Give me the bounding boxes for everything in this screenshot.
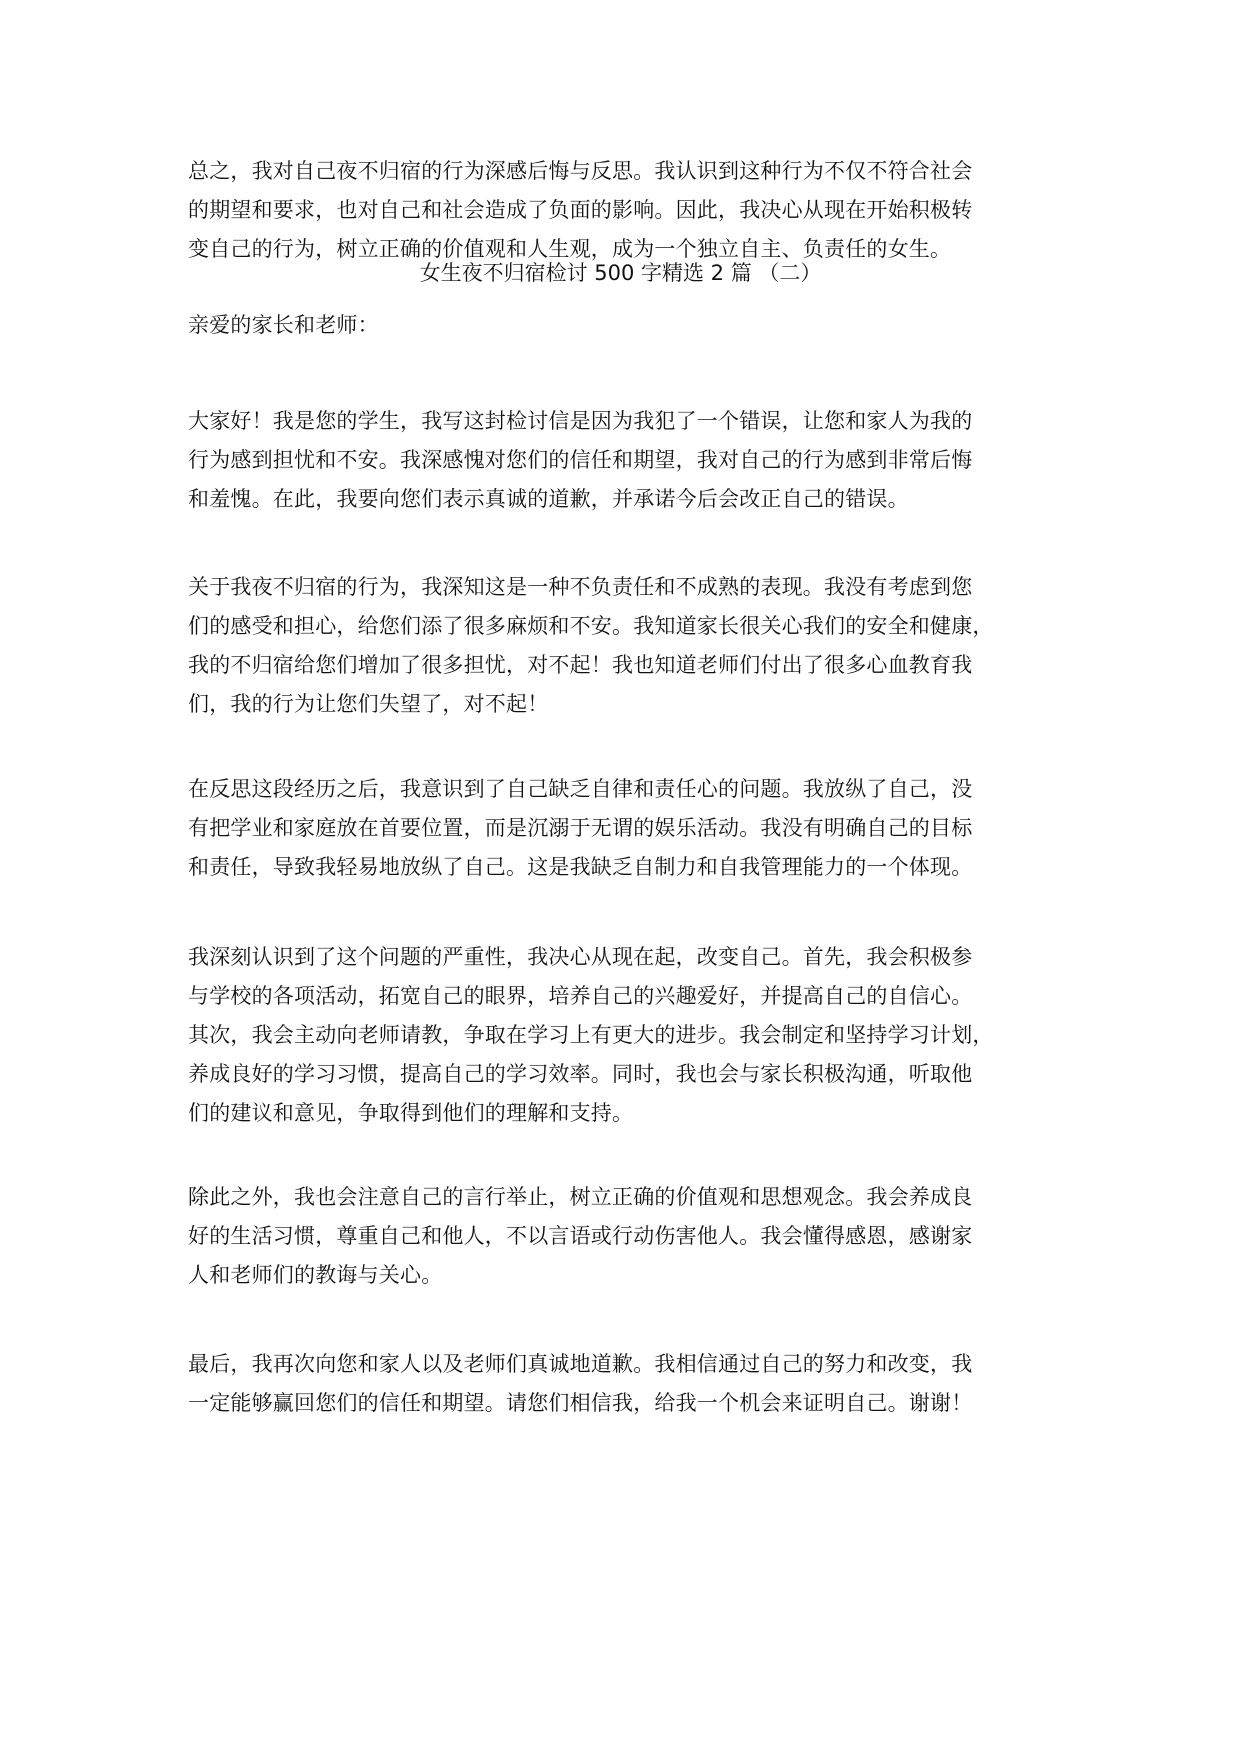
paragraph: 关于我夜不归宿的行为，我深知这是一种不负责任和不成熟的表现。我没有考虑到您 们的感受和担心，给您们添了很多麻烦和不安。我知道家长很关心我们的安全和健康， 我的不归宿给您们增加了很多担忧，对不起！我也知道老师们付出了很多心血教育我 们，我的行为让您们失望了，对不起！ <box>188 575 994 716</box>
paragraph: 在反思这段经历之后，我意识到了自己缺乏自律和责任心的问题。我放纵了自己，没 有把学业和家庭放在首要位置，而是沉溺于无谓的娱乐活动。我没有明确自己的目标 和责任，导致我轻易地放纵了自己。这是我缺乏自制力和自我管理能力的一个体现。 <box>188 777 973 879</box>
paragraph: 大家好！我是您的学生，我写这封检讨信是因为我犯了一个错误，让您和家人为我的 行为感到担忧和不安。我深感愧对您们的信任和期望，我对自己的行为感到非常后悔 和羞愧。在此，我要向您们表示真诚的道歉，并承诺今后会改正自己的错误。 <box>188 409 973 511</box>
paragraph: 最后，我再次向您和家人以及老师们真诚地道歉。我相信通过自己的努力和改变，我 一定能够赢回您们的信任和期望。请您们相信我，给我一个机会来证明自己。谢谢！ <box>188 1352 973 1415</box>
paragraph: 我深刻认识到了这个问题的严重性，我决心从现在起，改变自己。首先，我会积极参 与学校的各项活动，拓宽自己的眼界，培养自己的兴趣爱好，并提高自己的自信心。 其次，我会主动向老师请教，争取在学习上有更大的进步。我会制定和坚持学习计划， 养成良好的学习习惯，提高自己的学习效率。同时，我也会与家长积极沟通，听取他 们的建议和意见，争取得到他们的理解和支持。 <box>188 945 994 1125</box>
paragraph: 除此之外，我也会注意自己的言行举止，树立正确的价值观和思想观念。我会养成良 好的生活习惯，尊重自己和他人，不以言语或行动伤害他人。我会懂得感恩，感谢家 人和老师们的教诲与关心。 <box>188 1185 973 1287</box>
salutation: 亲爱的家长和老师： <box>188 313 379 337</box>
section-title: 女生夜不归宿检讨 500 字精选 2 篇 （二） <box>419 261 822 285</box>
intro-paragraph: 总之，我对自己夜不归宿的行为深感后悔与反思。我认识到这种行为不仅不符合社会 的期望和要求，也对自己和社会造成了负面的影响。因此，我决心从现在开始积极转 变自己的行为，树立正确的价值观和人生观，成为一个独立自主、负责任的女生。 <box>188 159 973 261</box>
